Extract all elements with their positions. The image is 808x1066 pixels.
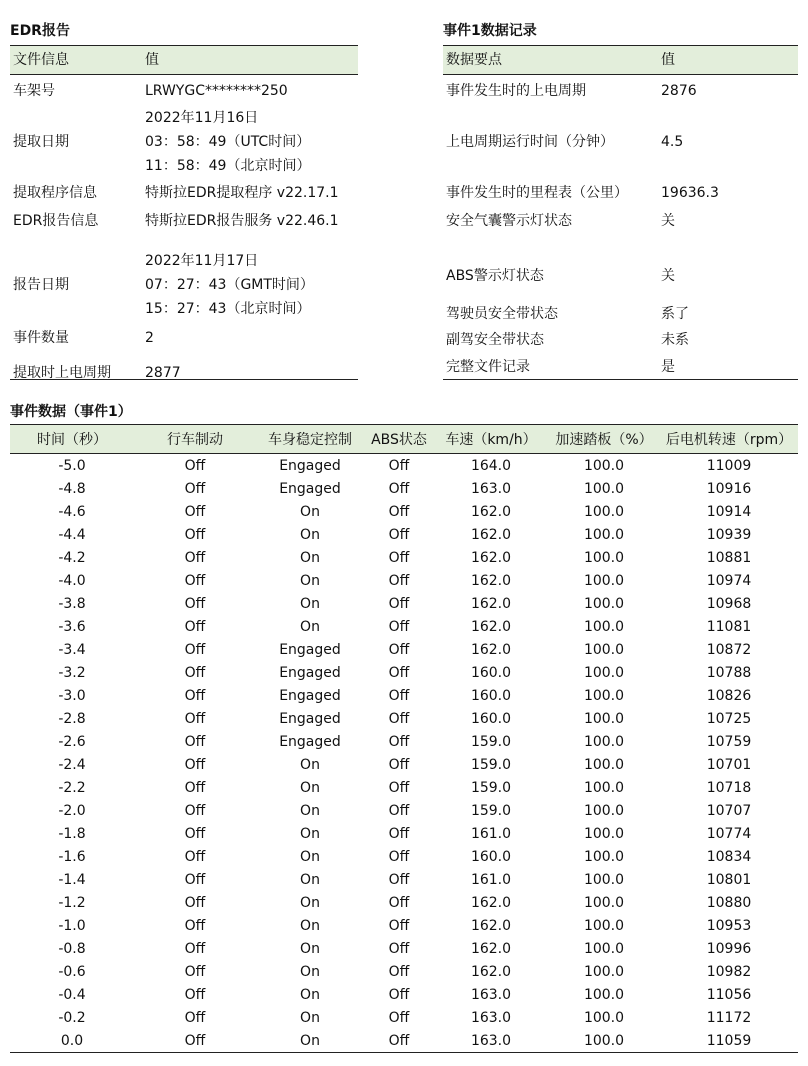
table-cell: 10774 <box>706 825 752 842</box>
table-cell: 100.0 <box>583 779 625 796</box>
table-cell: Off <box>388 641 410 658</box>
table-cell: Off <box>184 1032 206 1049</box>
table-row <box>10 454 798 477</box>
table-cell: On <box>300 825 320 842</box>
table-cell: -2.2 <box>58 779 86 796</box>
table-cell: 10996 <box>706 940 752 957</box>
table-cell: -3.0 <box>58 687 86 704</box>
table-cell: 163.0 <box>470 480 512 497</box>
table-row <box>10 960 798 983</box>
table-cell: Engaged <box>279 733 341 750</box>
table-cell: Off <box>184 963 206 980</box>
table-cell: 162.0 <box>470 549 512 566</box>
event-data-header <box>10 424 798 454</box>
table-row <box>10 822 798 845</box>
record-row-key: 事件发生时的里程表（公里） <box>446 184 628 201</box>
edr-row-value <box>145 209 339 233</box>
table-row <box>10 937 798 960</box>
edr-report-panel <box>10 21 358 381</box>
edr-row <box>10 76 358 105</box>
table-cell: Off <box>388 480 410 497</box>
table-cell: 10872 <box>706 641 752 658</box>
table-row <box>10 1006 798 1029</box>
table-cell: On <box>300 503 320 520</box>
table-cell: -1.2 <box>58 894 86 911</box>
table-cell: Off <box>184 917 206 934</box>
table-cell: -4.0 <box>58 572 86 589</box>
table-cell: Off <box>388 779 410 796</box>
table-cell: 100.0 <box>583 687 625 704</box>
table-cell: Off <box>388 986 410 1003</box>
edr-row <box>10 321 358 355</box>
record-header-value: 值 <box>661 52 675 68</box>
table-cell: 163.0 <box>470 1009 512 1026</box>
table-cell: On <box>300 618 320 635</box>
table-cell: 161.0 <box>470 825 512 842</box>
table-cell: Off <box>184 572 206 589</box>
table-row <box>10 707 798 730</box>
table-cell: Off <box>388 664 410 681</box>
table-row <box>10 546 798 569</box>
table-cell: 162.0 <box>470 526 512 543</box>
table-cell: 162.0 <box>470 595 512 612</box>
record-row-value: 关 <box>661 268 675 284</box>
table-cell: Off <box>184 687 206 704</box>
table-cell: Off <box>184 710 206 727</box>
table-row <box>10 845 798 868</box>
table-row <box>10 914 798 937</box>
column-header: 时间（秒） <box>37 432 107 448</box>
table-cell: 100.0 <box>583 526 625 543</box>
table-row <box>10 799 798 822</box>
table-cell: Engaged <box>279 641 341 658</box>
edr-row-key: 提取日期 <box>13 134 69 150</box>
table-cell: 100.0 <box>583 572 625 589</box>
record-row-key: 安全气囊警示灯状态 <box>446 212 572 229</box>
edr-row-value <box>145 181 339 205</box>
table-cell: -2.4 <box>58 756 86 773</box>
table-cell: Off <box>184 664 206 681</box>
edr-row-value-line: LRWYGC********250 <box>145 82 288 99</box>
record-row-value: 是 <box>661 359 675 375</box>
table-cell: Off <box>388 825 410 842</box>
table-cell: -3.4 <box>58 641 86 658</box>
table-cell: 100.0 <box>583 940 625 957</box>
table-cell: On <box>300 526 320 543</box>
table-cell: On <box>300 595 320 612</box>
table-cell: 162.0 <box>470 618 512 635</box>
table-cell: Off <box>184 825 206 842</box>
record-row-value: 系了 <box>661 306 689 322</box>
table-row <box>10 730 798 753</box>
edr-row-key: 报告日期 <box>13 277 69 293</box>
table-cell: Off <box>184 526 206 543</box>
table-cell: 100.0 <box>583 894 625 911</box>
edr-row <box>10 206 358 235</box>
table-row <box>10 1029 798 1052</box>
table-cell: 10701 <box>706 756 752 773</box>
table-cell: 159.0 <box>470 802 512 819</box>
table-cell: 100.0 <box>583 733 625 750</box>
event-record-header <box>443 45 798 75</box>
table-row <box>10 569 798 592</box>
record-row <box>443 249 798 303</box>
table-cell: 10707 <box>706 802 752 819</box>
table-cell: Off <box>184 848 206 865</box>
table-cell: Off <box>184 940 206 957</box>
column-header: 车身稳定控制 <box>268 432 352 448</box>
table-cell: 100.0 <box>583 641 625 658</box>
table-cell: 100.0 <box>583 756 625 773</box>
table-cell: Off <box>184 802 206 819</box>
table-cell: 100.0 <box>583 871 625 888</box>
table-cell: Off <box>184 871 206 888</box>
table-cell: On <box>300 756 320 773</box>
table-cell: 100.0 <box>583 963 625 980</box>
table-cell: 162.0 <box>470 894 512 911</box>
table-cell: Off <box>184 986 206 1003</box>
edr-row-value-line: 特斯拉EDR报告服务 v22.46.1 <box>145 212 339 229</box>
table-cell: 100.0 <box>583 480 625 497</box>
table-cell: Off <box>388 1009 410 1026</box>
table-cell: -3.2 <box>58 664 86 681</box>
event-record-title: 事件1数据记录 <box>443 23 537 39</box>
table-cell: 100.0 <box>583 1032 625 1049</box>
column-header: 后电机转速（rpm） <box>665 432 793 448</box>
table-cell: On <box>300 917 320 934</box>
table-cell: 0.0 <box>60 1032 84 1049</box>
table-cell: Off <box>388 572 410 589</box>
edr-row-value-line: 15：27：43（北京时间） <box>145 301 311 317</box>
table-cell: Engaged <box>279 480 341 497</box>
event-data-title: 事件数据（事件1） <box>10 404 132 420</box>
table-cell: 161.0 <box>470 871 512 888</box>
record-row-value: 关 <box>661 212 675 229</box>
edr-bottom-rule <box>10 379 358 380</box>
table-cell: Off <box>388 710 410 727</box>
table-cell: -0.8 <box>58 940 86 957</box>
edr-row-value <box>145 361 181 385</box>
table-cell: 10881 <box>706 549 752 566</box>
table-cell: Off <box>388 848 410 865</box>
edr-row <box>10 357 358 389</box>
table-row <box>10 638 798 661</box>
table-cell: 10834 <box>706 848 752 865</box>
table-cell: 10914 <box>706 503 752 520</box>
table-cell: Off <box>388 940 410 957</box>
table-cell: 10968 <box>706 595 752 612</box>
table-row <box>10 615 798 638</box>
table-cell: 10953 <box>706 917 752 934</box>
table-cell: 163.0 <box>470 986 512 1003</box>
record-row <box>443 105 798 179</box>
table-cell: 11081 <box>706 618 752 635</box>
edr-row-value-line: 2 <box>145 330 154 346</box>
table-cell: 100.0 <box>583 503 625 520</box>
table-cell: On <box>300 894 320 911</box>
record-row <box>443 179 798 206</box>
table-cell: 100.0 <box>583 549 625 566</box>
edr-row-value <box>145 106 310 178</box>
table-cell: Off <box>184 733 206 750</box>
table-cell: 159.0 <box>470 733 512 750</box>
table-cell: -1.4 <box>58 871 86 888</box>
edr-row-key: 事件数量 <box>13 330 69 346</box>
table-cell: 162.0 <box>470 572 512 589</box>
table-row <box>10 983 798 1006</box>
table-cell: -1.0 <box>58 917 86 934</box>
table-cell: On <box>300 940 320 957</box>
table-cell: -1.6 <box>58 848 86 865</box>
table-cell: -4.6 <box>58 503 86 520</box>
table-cell: 162.0 <box>470 917 512 934</box>
table-cell: Off <box>184 894 206 911</box>
table-cell: Off <box>184 503 206 520</box>
table-cell: 10718 <box>706 779 752 796</box>
table-cell: Off <box>184 1009 206 1026</box>
table-cell: On <box>300 549 320 566</box>
table-cell: -3.6 <box>58 618 86 635</box>
table-cell: 100.0 <box>583 917 625 934</box>
table-cell: Off <box>184 595 206 612</box>
column-header: ABS状态 <box>371 432 427 448</box>
edr-row-value <box>145 326 154 350</box>
table-row <box>10 592 798 615</box>
record-row-key: ABS警示灯状态 <box>446 268 544 284</box>
edr-report-title: EDR报告 <box>10 23 70 39</box>
table-cell: On <box>300 802 320 819</box>
table-cell: Off <box>388 687 410 704</box>
table-cell: 162.0 <box>470 503 512 520</box>
table-cell: Off <box>388 917 410 934</box>
table-row <box>10 661 798 684</box>
table-cell: On <box>300 986 320 1003</box>
record-row-value: 4.5 <box>661 134 684 150</box>
table-cell: Off <box>388 503 410 520</box>
table-cell: Off <box>388 595 410 612</box>
table-cell: Off <box>184 641 206 658</box>
table-cell: 163.0 <box>470 1032 512 1049</box>
table-cell: Off <box>388 457 410 474</box>
table-cell: On <box>300 963 320 980</box>
edr-row-key: EDR报告信息 <box>13 212 99 229</box>
edr-report-header <box>10 45 358 75</box>
table-cell: -4.4 <box>58 526 86 543</box>
record-bottom-rule <box>443 379 798 380</box>
table-cell: 11056 <box>706 986 752 1003</box>
record-header-key: 数据要点 <box>446 52 502 68</box>
record-row-value: 19636.3 <box>661 184 719 201</box>
event-data-body <box>10 454 798 1052</box>
table-cell: Off <box>388 1032 410 1049</box>
edr-row <box>10 179 358 206</box>
column-header: 行车制动 <box>167 432 223 448</box>
table-cell: 100.0 <box>583 825 625 842</box>
record-row-key: 驾驶员安全带状态 <box>446 306 558 322</box>
table-cell: On <box>300 848 320 865</box>
table-cell: -2.8 <box>58 710 86 727</box>
table-cell: On <box>300 572 320 589</box>
table-row <box>10 776 798 799</box>
table-cell: 10788 <box>706 664 752 681</box>
edr-row <box>10 105 358 179</box>
table-cell: -2.6 <box>58 733 86 750</box>
table-cell: 11009 <box>706 457 752 474</box>
table-cell: -4.2 <box>58 549 86 566</box>
table-cell: -3.8 <box>58 595 86 612</box>
table-cell: 11059 <box>706 1032 752 1049</box>
table-cell: 100.0 <box>583 710 625 727</box>
table-cell: Off <box>184 618 206 635</box>
table-cell: Off <box>184 457 206 474</box>
table-cell: Off <box>388 549 410 566</box>
table-row <box>10 500 798 523</box>
table-row <box>10 477 798 500</box>
record-row-key: 完整文件记录 <box>446 359 530 375</box>
edr-row-value-line: 11：58：49（北京时间） <box>145 158 311 174</box>
table-cell: Off <box>184 480 206 497</box>
table-cell: 100.0 <box>583 618 625 635</box>
table-cell: -0.2 <box>58 1009 86 1026</box>
table-cell: 164.0 <box>470 457 512 474</box>
table-cell: 100.0 <box>583 802 625 819</box>
table-cell: Engaged <box>279 710 341 727</box>
record-row-key: 事件发生时的上电周期 <box>446 82 586 99</box>
table-cell: On <box>300 779 320 796</box>
table-cell: -2.0 <box>58 802 86 819</box>
edr-row-value-line: 2022年11月16日 <box>145 110 259 126</box>
event-data-bottom-rule <box>10 1052 798 1053</box>
table-cell: Off <box>388 871 410 888</box>
table-cell: Off <box>388 526 410 543</box>
table-cell: -4.8 <box>58 480 86 497</box>
table-cell: Engaged <box>279 687 341 704</box>
table-cell: On <box>300 1009 320 1026</box>
table-cell: 162.0 <box>470 940 512 957</box>
table-cell: 159.0 <box>470 756 512 773</box>
edr-row-key: 提取程序信息 <box>13 184 97 201</box>
table-row <box>10 523 798 546</box>
table-cell: 160.0 <box>470 710 512 727</box>
table-cell: -0.6 <box>58 963 86 980</box>
edr-header-value: 值 <box>145 52 159 68</box>
edr-header-key: 文件信息 <box>13 52 69 68</box>
table-cell: 10826 <box>706 687 752 704</box>
table-cell: Off <box>388 756 410 773</box>
table-cell: -5.0 <box>58 457 86 474</box>
table-cell: -1.8 <box>58 825 86 842</box>
table-cell: 11172 <box>706 1009 752 1026</box>
table-cell: 100.0 <box>583 1009 625 1026</box>
table-cell: 160.0 <box>470 848 512 865</box>
record-row-value: 2876 <box>661 82 697 99</box>
record-row-value: 未系 <box>661 332 689 348</box>
column-header: 车速（km/h） <box>445 432 537 448</box>
record-row-key: 副驾安全带状态 <box>446 332 544 348</box>
table-cell: 162.0 <box>470 641 512 658</box>
table-cell: Engaged <box>279 664 341 681</box>
table-cell: 100.0 <box>583 664 625 681</box>
record-row <box>443 303 798 325</box>
table-cell: 159.0 <box>470 779 512 796</box>
column-header: 加速踏板（%） <box>555 432 653 448</box>
table-row <box>10 684 798 707</box>
edr-row-value-line: 07：27：43（GMT时间） <box>145 277 314 293</box>
event-data-table <box>10 400 798 1053</box>
table-cell: Off <box>184 549 206 566</box>
table-cell: -0.4 <box>58 986 86 1003</box>
table-cell: On <box>300 1032 320 1049</box>
table-cell: 100.0 <box>583 595 625 612</box>
edr-row-key: 车架号 <box>13 82 55 99</box>
table-cell: 100.0 <box>583 457 625 474</box>
edr-row <box>10 249 358 321</box>
table-cell: 10982 <box>706 963 752 980</box>
table-row <box>10 868 798 891</box>
table-cell: 10916 <box>706 480 752 497</box>
table-row <box>10 753 798 776</box>
table-cell: Off <box>388 963 410 980</box>
edr-row-value-line: 2877 <box>145 365 181 381</box>
table-cell: 160.0 <box>470 687 512 704</box>
table-cell: On <box>300 871 320 888</box>
table-cell: Off <box>184 756 206 773</box>
table-cell: Off <box>388 894 410 911</box>
table-cell: Engaged <box>279 457 341 474</box>
event-record-panel <box>443 21 798 381</box>
table-cell: Off <box>184 779 206 796</box>
table-cell: 100.0 <box>583 986 625 1003</box>
table-cell: Off <box>388 802 410 819</box>
edr-row-value <box>145 249 314 321</box>
table-cell: Off <box>388 618 410 635</box>
table-cell: 10725 <box>706 710 752 727</box>
edr-row-value-line: 03：58：49（UTC时间） <box>145 134 311 150</box>
record-row-key: 上电周期运行时间（分钟） <box>446 134 614 150</box>
table-cell: Off <box>388 733 410 750</box>
table-cell: 10801 <box>706 871 752 888</box>
table-cell: 10974 <box>706 572 752 589</box>
record-row <box>443 325 798 355</box>
edr-row-value-line: 特斯拉EDR提取程序 v22.17.1 <box>145 184 339 201</box>
record-row <box>443 355 798 379</box>
edr-row-value-line: 2022年11月17日 <box>145 253 259 269</box>
edr-row-key: 提取时上电周期 <box>13 365 111 381</box>
table-cell: 10759 <box>706 733 752 750</box>
record-row <box>443 206 798 235</box>
table-cell: 160.0 <box>470 664 512 681</box>
table-cell: 10939 <box>706 526 752 543</box>
table-cell: 10880 <box>706 894 752 911</box>
record-row <box>443 76 798 105</box>
table-cell: 100.0 <box>583 848 625 865</box>
table-cell: 162.0 <box>470 963 512 980</box>
edr-row-value <box>145 79 288 103</box>
table-row <box>10 891 798 914</box>
